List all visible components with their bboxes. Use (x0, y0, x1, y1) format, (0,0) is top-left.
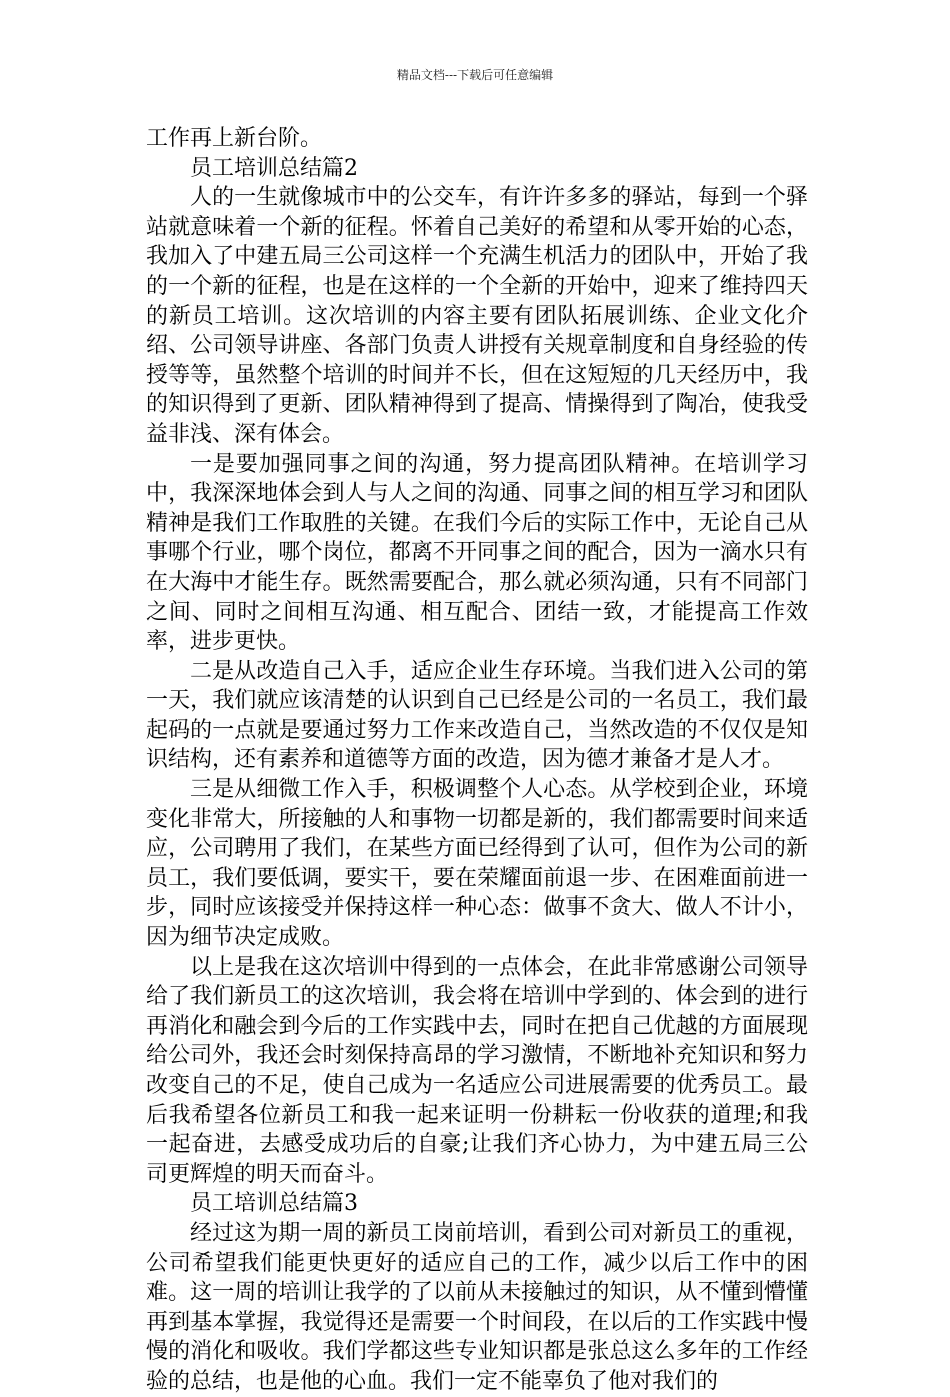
section-heading: 员工培训总结篇2 (190, 155, 358, 181)
paragraph: 人的一生就像城市中的公交车，有许许多多的驿站，每到一个驿站就意味着一个新的征程。怀着自己美好的希望和从零开始的心态，我加入了中建五局三公司这样一个充满生机活力的团队中，开始了我的一个新的征程，也是在这样的一个全新的开始中，迎来了维持四天的新员工培训。这次培训的内容主要有团队拓展训练、企业文化介绍、公司领导讲座、各部门负责人讲授有关规章制度和自身经验的传授等等，虽然整个培训的时间并不长，但在这短短的几天经历中，我的知识得到了更新、团队精神得到了提高、情操得到了陶冶，使我受益非浅、深有体会。 (146, 185, 808, 447)
paragraph: 工作再上新台阶。 (146, 126, 323, 151)
section-heading: 员工培训总结篇3 (190, 1191, 358, 1217)
paragraph: 三是从细微工作入手，积极调整个人心态。从学校到企业，环境变化非常大，所接触的人和事物一切都是新的，我们都需要时间来适应，公司聘用了我们，在某些方面已经得到了认可，但作为公司的新员工，我们要低调，要实干，要在荣耀面前退一步、在困难面前进一步，同时应该接受并保持这样一种心态：做事不贪大、做人不计小，因为细节决定成败。 (146, 777, 808, 951)
paragraph: 二是从改造自己入手，适应企业生存环境。当我们进入公司的第一天，我们就应该清楚的认识到自己已经是公司的一名员工，我们最起码的一点就是要通过努力工作来改造自己，当然改造的不仅仅是知识结构，还有素养和道德等方面的改造，因为德才兼备才是人才。 (146, 658, 808, 773)
paragraph: 经过这为期一周的新员工岗前培训，看到公司对新员工的重视，公司希望我们能更快更好的适应自己的工作，减少以后工作中的困难。这一周的培训让我学的了以前从未接触过的知识，从不懂到懵懂再到基本掌握，我觉得还是需要一个时间段，在以后的工作实践中慢慢的消化和吸收。我们学都这些专业知识都是张总这么多年的工作经验的总结，也是他的心血。我们一定不能辜负了他对我们的 (146, 1220, 808, 1394)
document-body (146, 124, 808, 1397)
paragraph: 以上是我在这次培训中得到的一点体会，在此非常感谢公司领导给了我们新员工的这次培训，我会将在培训中学到的、体会到的进行再消化和融会到今后的工作实践中去，同时在把自己优越的方面展现给公司外，我还会时刻保持高昂的学习激情，不断地补充知识和努力改变自己的不足，使自己成为一名适应公司进展需要的优秀员工。最后我希望各位新员工和我一起来证明一份耕耘一份收获的道理;和我一起奋进，去感受成功后的自豪;让我们齐心协力，为中建五局三公司更辉煌的明天而奋斗。 (146, 954, 808, 1187)
page-header: 精品文档---下载后可任意编辑 (396, 68, 554, 82)
paragraph: 一是要加强同事之间的沟通，努力提高团队精神。在培训学习中，我深深地体会到人与人之间的沟通、同事之间的相互学习和团队精神是我们工作取胜的关键。在我们今后的实际工作中，无论自己从事哪个行业，哪个岗位，都离不开同事之间的配合，因为一滴水只有在大海中才能生存。既然需要配合，那么就必须沟通，只有不同部门之间、同时之间相互沟通、相互配合、团结一致，才能提高工作效率，进步更快。 (146, 451, 808, 655)
